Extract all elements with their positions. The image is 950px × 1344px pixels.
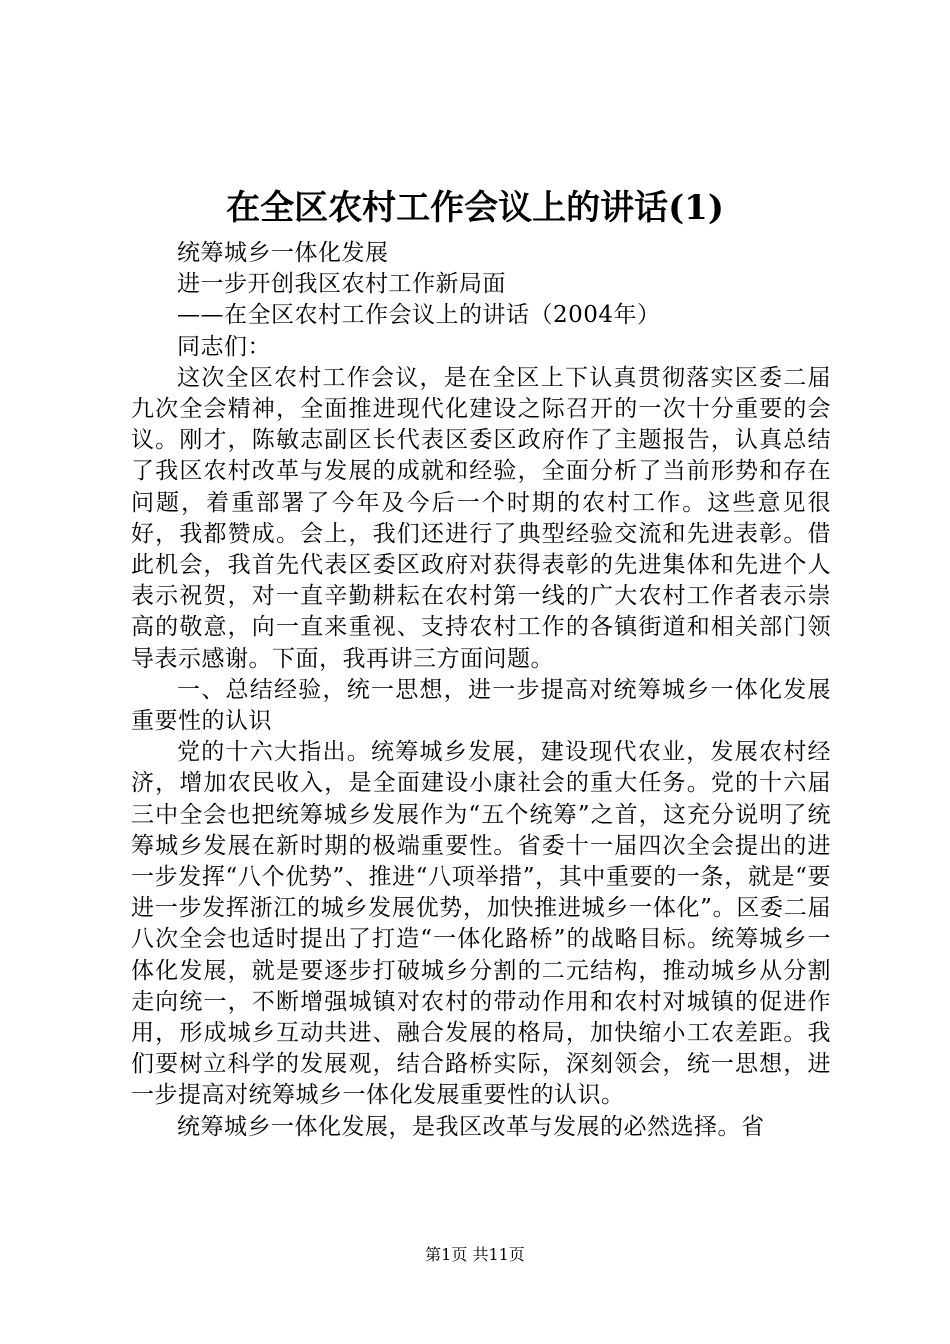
subtitle-line-2: 进一步开创我区农村工作新局面	[177, 271, 506, 298]
body-paragraph: 统筹城乡一体化发展，是我区改革与发展的必然选择。省	[177, 1113, 765, 1140]
document-title: 在全区农村工作会议上的讲话(1)	[226, 188, 724, 228]
body-paragraph: 这次全区农村工作会议，是在全区上下认真贯彻落实区委二届九次全会精神，全面推进现代化建设之际召开的一次十分重要的会议。刚才，陈敏志副区长代表区委区政府作了主题报告，认真总结了我区农村改革与发展的成就和经验，全面分析了当前形势和存在问题，着重部署了今年及今后一个时期的农村工作。这些意见很好，我都赞成。会上，我们还进行了典型经验交流和先进表彰。借此机会，我首先代表区委区政府对获得表彰的先进集体和先进个人表示祝贺，对一直辛勤耕耘在农村第一线的广大农村工作者表示崇高的敬意，向一直来重视、支持农村工作的各镇街道和相关部门领导表示感谢。下面，我再讲三方面问题。	[131, 364, 831, 672]
body-paragraph: 党的十六大指出。统筹城乡发展，建设现代农业，发展农村经济，增加农民收入，是全面建设小康社会的重大任务。党的十六届三中全会也把统筹城乡发展作为“五个统筹”之首，这充分说明了统筹城乡发展在新时期的极端重要性。省委十一届四次全会提出的进一步发挥“八个优势”、推进“八项举措”，其中重要的一条，就是“要进一步发挥浙江的城乡发展优势，加快推进城乡一体化”。区委二届八次全会也适时提出了打造“一体化路桥”的战略目标。统筹城乡一体化发展，就是要逐步打破城乡分割的二元结构，推动城乡从分割走向统一，不断增强城镇对农村的带动作用和农村对城镇的促进作用，形成城乡互动共进、融合发展的格局，加快缩小工农差距。我们要树立科学的发展观，结合路桥实际，深刻领会，统一思想，进一步提高对统筹城乡一体化发展重要性的认识。	[131, 739, 831, 1109]
subtitle-line-1: 统筹城乡一体化发展	[177, 240, 389, 266]
document-body	[131, 238, 831, 1143]
subtitle-line-3: ——在全区农村工作会议上的讲话（2004年）	[177, 302, 661, 329]
page-footer: 第1页 共11页	[425, 1245, 525, 1264]
salutation: 同志们：	[177, 333, 271, 360]
section-heading: 一、总结经验，统一思想，进一步提高对统筹城乡一体化发展重要性的认识	[131, 676, 831, 735]
